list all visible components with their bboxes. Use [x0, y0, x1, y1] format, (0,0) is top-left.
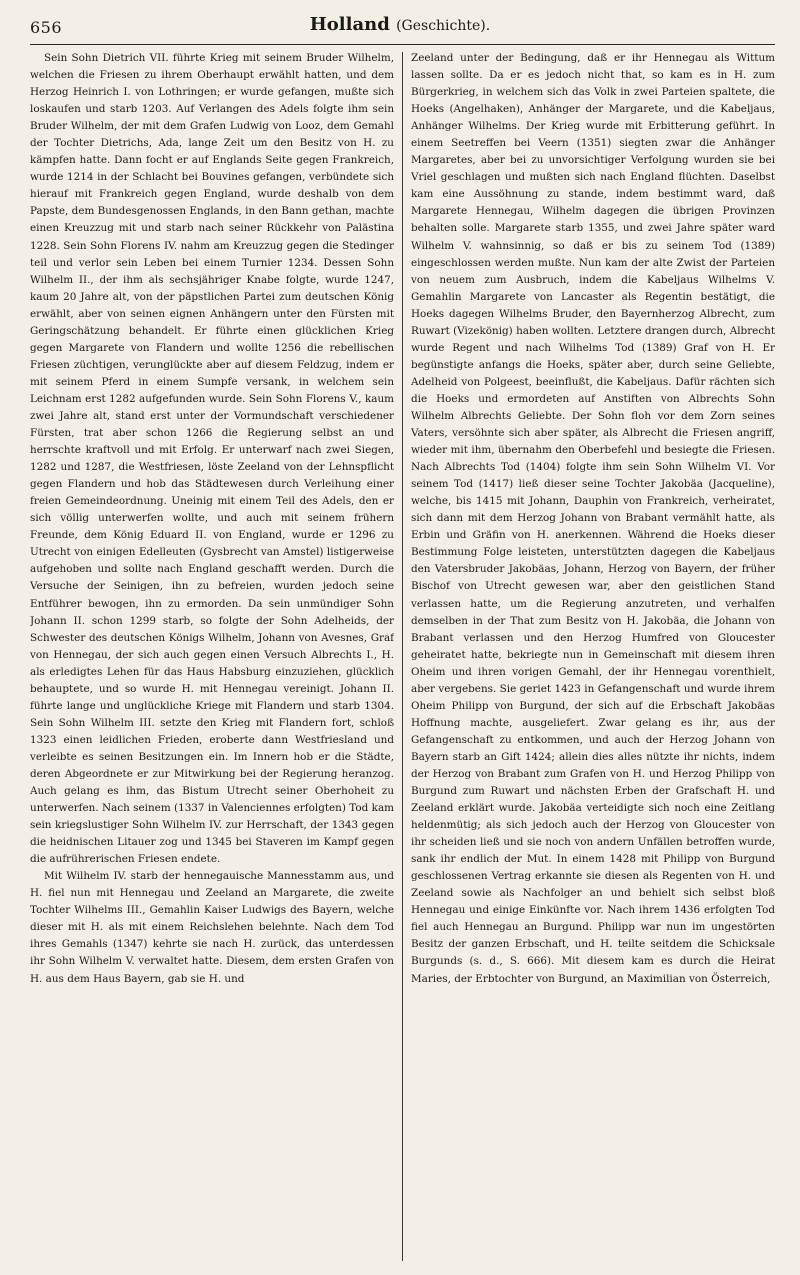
running-head-title: Holland [309, 14, 390, 35]
column-divider [402, 52, 403, 1261]
header-rule [30, 44, 775, 45]
left-paragraph-2: Mit Wilhelm IV. starb der hennegauische Mannesstamm aus, und H. fiel nun mit Hennegau und Zeeland an Margarete, die zweite Tochter Wilhelms III., Gemahlin Kaiser Ludwigs des Bayern, welche dieser mit H. als mit einem Reichslehen belehnte. Nach dem Tod ihres Gemahls (1347) kehrte sie nach H. zurück, das unterdessen ihr Sohn Wilhelm V. verwaltet hatte. Diesem, dem ersten Grafen von H. aus dem Haus Bayern, gab sie H. und [30, 870, 395, 985]
right-column [411, 50, 775, 1261]
text-columns [30, 50, 775, 1261]
page-number: 656 [30, 18, 63, 37]
running-head-subtitle: (Geschichte). [396, 18, 491, 34]
running-head [0, 14, 800, 35]
right-paragraph-1: Zeeland unter der Bedingung, daß er ihr Hennegau als Wittum lassen sollte. Da er es jedoch nicht that, so kam es in H. zum Bürgerkrieg, in welchem sich das Volk in zwei Parteien spaltete, die Hoeks (Angelhaken), Anhänger der Margarete, und die Kabeljaus, Anhänger Wilhelms. Der Krieg wurde mit Erbitterung geführt. In einem Seetreffen bei Veern (1351) siegten zwar die Anhänger Margaretes, aber bei zu unvorsichtiger Verfolgung wurden sie bei Vriel geschlagen und mußten sich nach England flüchten. Daselbst kam eine Aussöhnung zu stande, indem bestimmt ward, daß Margarete Hennegau, Wilhelm dagegen die übrigen Provinzen behalten solle. Margarete starb 1355, und zwei Jahre später ward Wilhelm V. wahnsinnig, so daß er bis zu seinem Tod (1389) eingeschlossen werden mußte. Nun kam der alte Zwist der Parteien von neuem zum Ausbruch, indem die Kabeljaus Wilhelms V. Gemahlin Margarete von Lancaster als Regentin bestätigt, die Hoeks dagegen Wilhelms Bruder, den Bayernherzog Albrecht, zum Ruwart (Vizekönig) haben wollten. Letztere drangen durch, Albrecht wurde Regent und nach Wilhelms Tod (1389) Graf von H. Er begünstigte anfangs die Hoeks, später aber, durch seine Geliebte, Adelheid von Polgeest, beeinflußt, die Kabeljaus. Dafür rächten sich die Hoeks und ermordeten auf Anstiften von Albrechts Sohn Wilhelm Albrechts Geliebte. Der Sohn floh vor dem Zorn seines Vaters, versöhnte sich aber später, als Albrecht die Friesen angriff, wieder mit ihm, übernahm den Oberbefehl und besiegte die Friesen. Nach Albrechts Tod (1404) folgte ihm sein Sohn Wilhelm VI. Vor seinem Tod (1417) ließ dieser seine Tochter Jakobäa (Jacqueline), welche, bis 1415 mit Johann, Dauphin von Frankreich, verheiratet, sich dann mit dem Herzog Johann von Brabant vermählt hatte, als Erbin und Gräfin von H. anerkennen. Während die Hoeks dieser Bestimmung Folge leisteten, unterstützten dagegen die Kabeljaus den Vatersbruder Jakobäas, Johann, Herzog von Bayern, der früher Bischof von Utrecht gewesen war, aber den geistlichen Stand verlassen hatte, um die Regierung anzutreten, und verhalfen demselben in der That zum Besitz von H. Jakobäa, die Johann von Brabant verlassen und den Herzog Humfred von Gloucester geheiratet hatte, bekriegte nun in Gemeinschaft mit diesem ihren Oheim und ihren vorigen Gemahl, der ihr Hennegau vorenthielt, aber vergebens. Sie geriet 1423 in Gefangenschaft und wurde ihrem Oheim Philipp von Burgund, der sich auf die Erbschaft Jakobäas Hoffnung machte, ausgeliefert. Zwar gelang es ihr, aus der Gefangenschaft zu entkommen, und auch der Herzog Johann von Bayern starb an Gift 1424; allein dies alles nützte ihr nichts, indem der Herzog von Brabant zum Grafen von H. und Herzog Philipp von Burgund zum Ruwart und nächsten Erben der Grafschaft H. und Zeeland erklärt wurde. Jakobäa verteidigte sich noch eine Zeitlang heldenmütig; als sich jedoch auch der Herzog von Gloucester von ihr scheiden ließ und sie noch von andern Unfällen betroffen wurde, sank ihr endlich der Mut. In einem 1428 mit Philipp von Burgund geschlossenen Vertrag erkannte sie diesen als Regenten von H. und Zeeland sowie als Nachfolger an und behielt sich selbst bloß Hennegau und einige Einkünfte vor. Nach ihrem 1436 erfolgten Tod fiel auch Hennegau an Burgund. Philipp war nun im ungestörten Besitz der ganzen Erbschaft, und H. teilte seitdem die Schicksale Burgunds (s. d., S. 666). Mit diesem kam es durch die Heirat Maries, der Erbtochter von Burgund, an Maximilian von Österreich, [411, 52, 776, 985]
left-paragraph-1: Sein Sohn Dietrich VII. führte Krieg mit seinem Bruder Wilhelm, welchen die Friesen zu ihrem Oberhaupt erwählt hatten, und dem Herzog Heinrich I. von Lothringen; er wurde gefangen, mußte sich loskaufen und starb 1203. Auf Verlangen des Adels folgte ihm sein Bruder Wilhelm, der mit dem Grafen Ludwig von Looz, dem Gemahl der Tochter Dietrichs, Ada, lange Zeit um den Besitz von H. zu kämpfen hatte. Dann focht er auf Englands Seite gegen Frankreich, wurde 1214 in der Schlacht bei Bouvines gefangen, verbündete sich hierauf mit Frankreich gegen England, wurde deshalb von dem Papste, dem Bundesgenossen Englands, in den Bann gethan, machte einen Kreuzzug mit und starb nach seiner Rückkehr von Palästina 1228. Sein Sohn Florens IV. nahm am Kreuzzug gegen die Stedinger teil und verlor sein Leben bei einem Turnier 1234. Dessen Sohn Wilhelm II., der ihm als sechsjähriger Knabe folgte, wurde 1247, kaum 20 Jahre alt, von der päpstlichen Partei zum deutschen König erwählt, aber von seinen eignen Anhängern unter den Fürsten mit Geringschätzung behandelt. Er führte einen glücklichen Krieg gegen Margarete von Flandern und wollte 1256 die rebellischen Friesen züchtigen, verunglückte aber auf diesem Feldzug, indem er mit seinem Pferd in einem Sumpfe versank, in welchem sein Leichnam erst 1282 aufgefunden wurde. Sein Sohn Florens V., kaum zwei Jahre alt, stand erst unter der Vormundschaft verschiedener Fürsten, trat aber schon 1266 die Regierung selbst an und herrschte kraftvoll und mit Erfolg. Er unterwarf nach zwei Siegen, 1282 und 1287, die Westfriesen, löste Zeeland von der Lehnspflicht gegen Flandern und hob das Städtewesen durch Verleihung einer freien Gemeindeordnung. Uneinig mit einem Teil des Adels, den er sich völlig unterwerfen wollte, und auch mit seinem frühern Freunde, dem König Eduard II. von England, wurde er 1296 zu Utrecht von einigen Edelleuten (Gysbrecht van Amstel) listigerweise aufgehoben und sollte nach England geschafft werden. Durch die Versuche der Seinigen, ihn zu befreien, wurden jedoch seine Entführer bewogen, ihn zu ermorden. Da sein unmündiger Sohn Johann II. schon 1299 starb, so folgte der Sohn Adelheids, der Schwester des deutschen Königs Wilhelm, Johann von Avesnes, Graf von Hennegau, der sich auch gegen einen Versuch Albrechts I., H. als erledigtes Lehen für das Haus Habsburg einzuziehen, glücklich behauptete, und so wurde H. mit Hennegau vereinigt. Johann II. führte lange und unglückliche Kriege mit Flandern und starb 1304. Sein Sohn Wilhelm III. setzte den Krieg mit Flandern fort, schloß 1323 einen leidlichen Frieden, eroberte dann Westfriesland und verleibte es seinen Besitzungen ein. Im Innern hob er die Städte, deren Abgeordnete er zur Mitwirkung bei der Regierung heranzog. Auch gelang es ihm, das Bistum Utrecht seiner Oberhoheit zu unterwerfen. Nach seinem (1337 in Valenciennes erfolgten) Tod kam sein kriegslustiger Sohn Wilhelm IV. zur Herrschaft, der 1343 gegen die heidnischen Litauer zog und 1345 bei Staveren im Kampf gegen die aufrührerischen Friesen endete. [30, 52, 395, 866]
left-column [30, 50, 394, 1261]
